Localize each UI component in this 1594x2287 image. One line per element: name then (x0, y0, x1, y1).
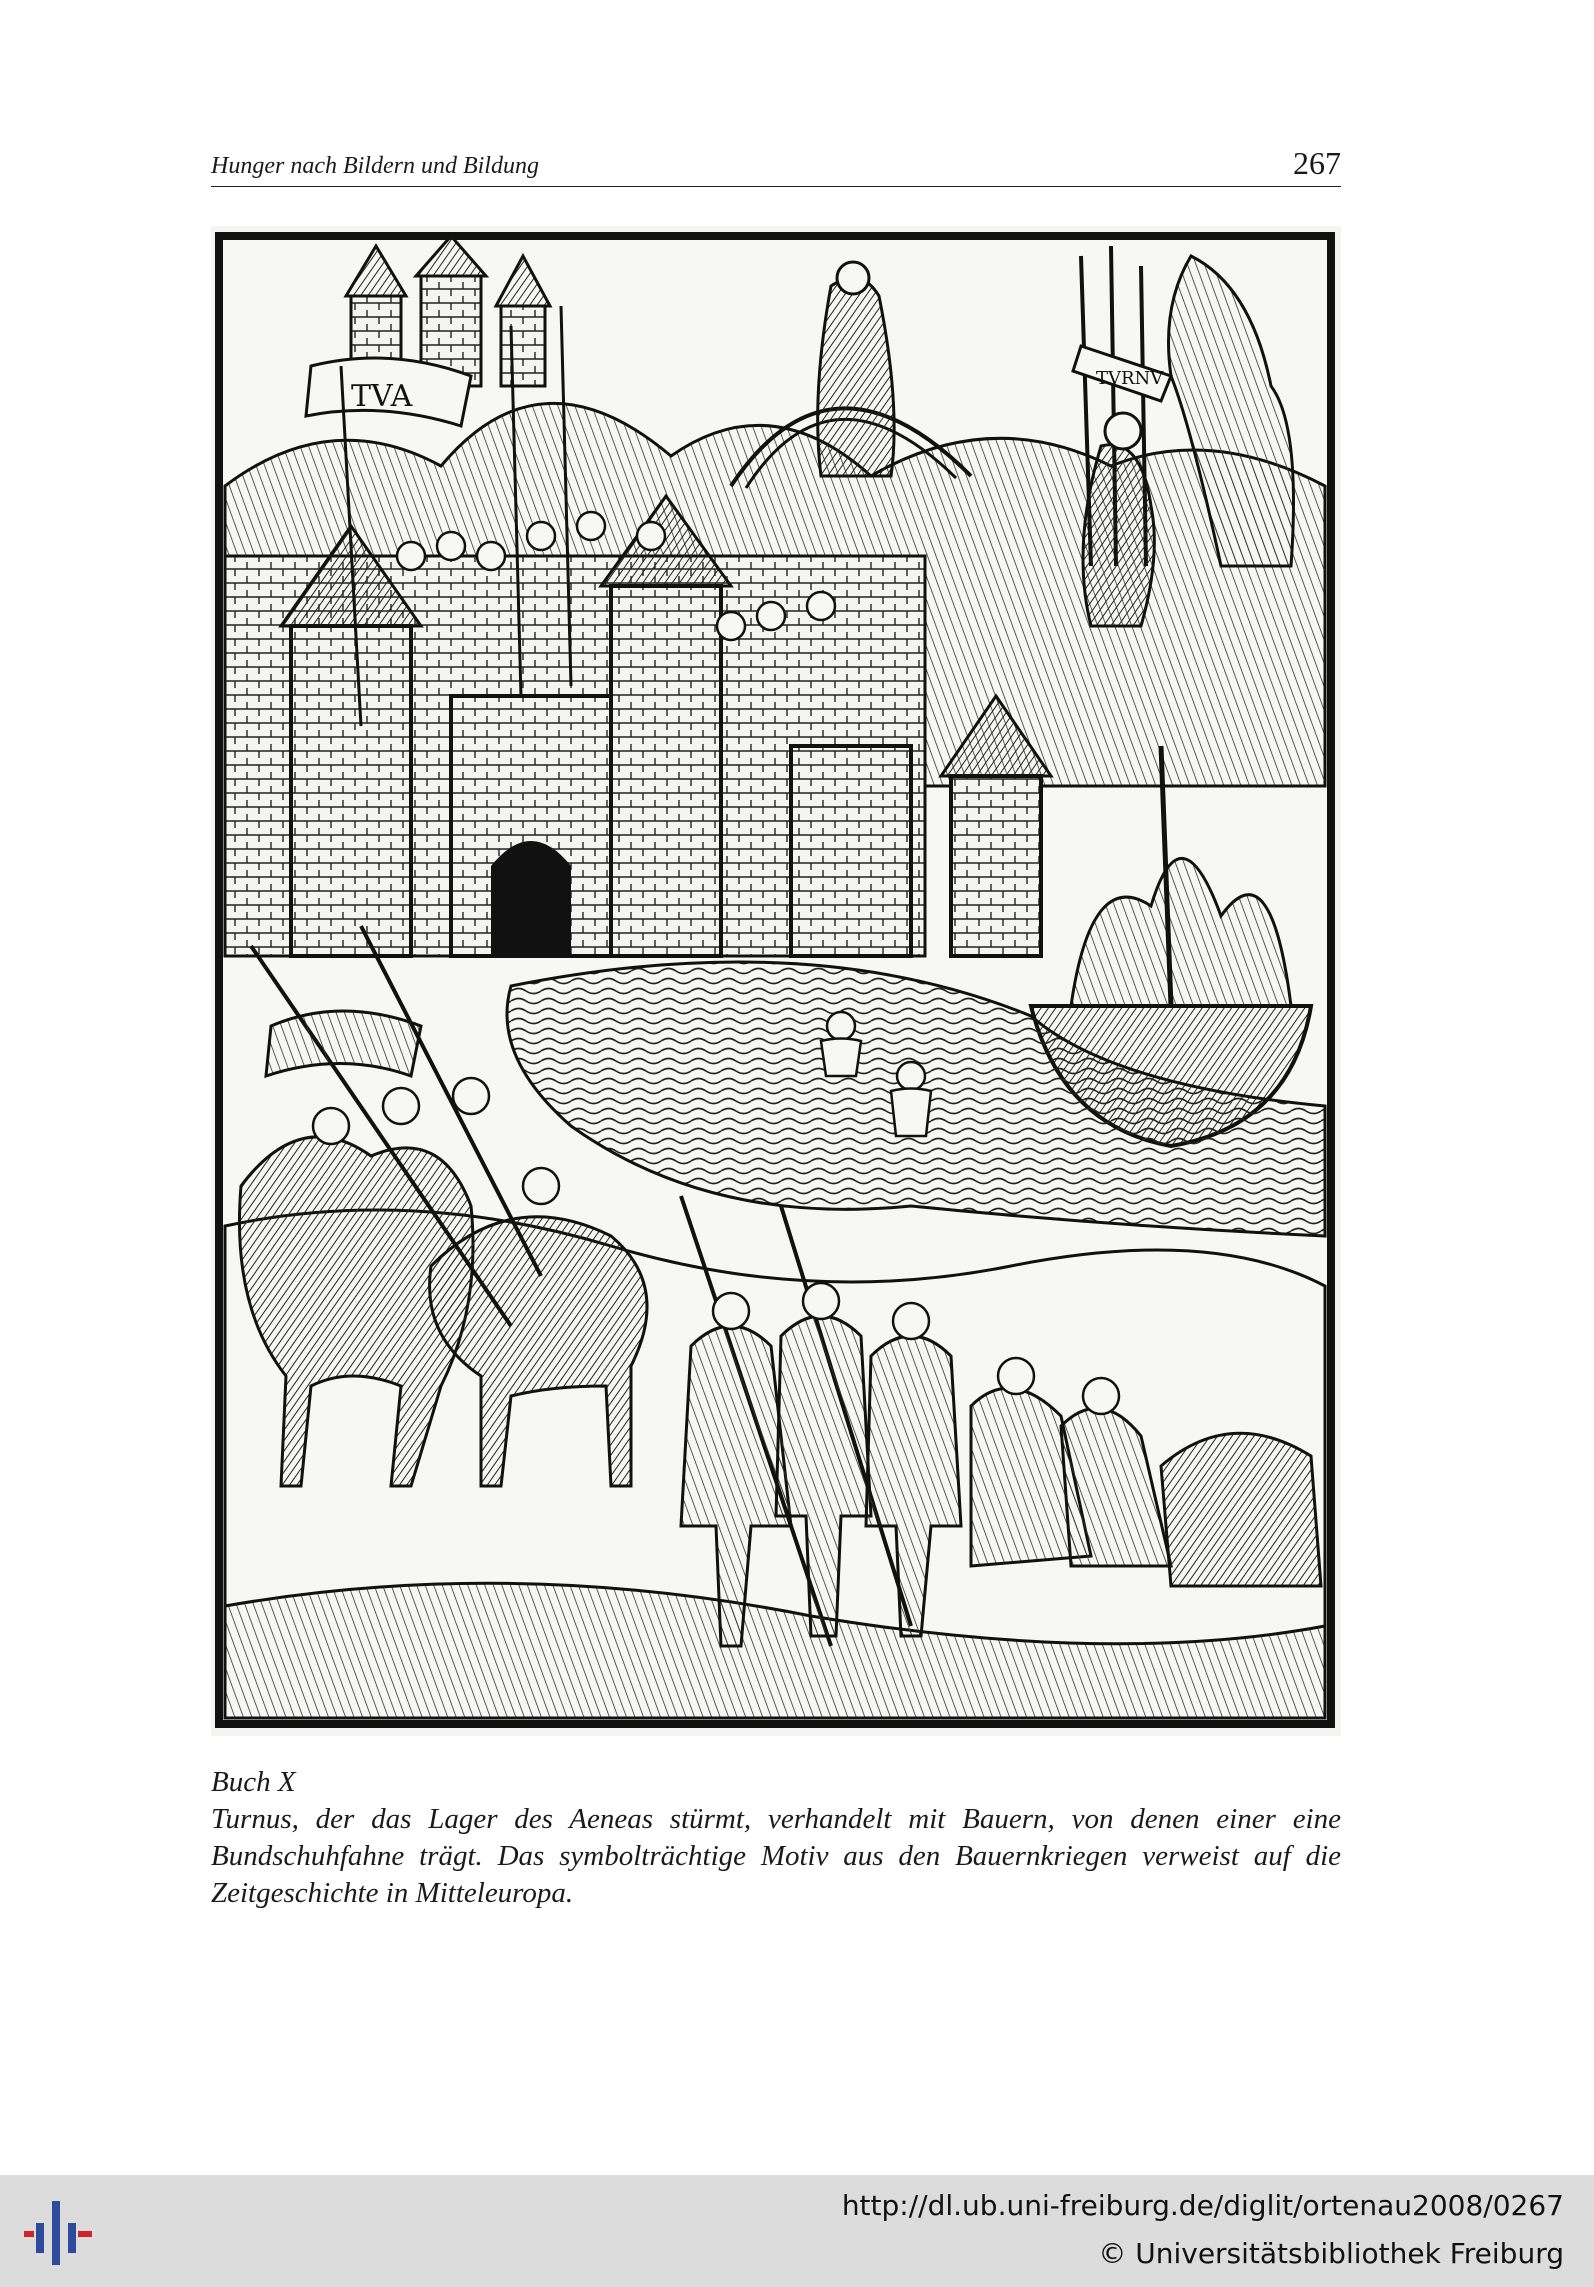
banner-text: TVRNV (1096, 368, 1164, 389)
caption-title: Buch X (211, 1766, 296, 1798)
footer-bar (0, 2175, 1594, 2287)
flag-text: TVA (351, 379, 413, 414)
woodcut-illustration (211, 226, 1341, 1736)
running-header (211, 138, 1341, 187)
footer-url-link[interactable]: http://dl.ub.uni-freiburg.de/diglit/ortenau2008/0267 (841, 2189, 1564, 2222)
caption-text: Turnus, der das Lager des Aeneas stürmt, verhandelt mit Bauern, von denen einer eine Bundschuhfahne trägt. Das symbolträchtige Motiv aus den Bauernkriegen verweist auf die Zeitgeschichte in Mitteleuropa. (211, 1803, 1341, 1909)
ub-freiburg-logo-icon (22, 2193, 102, 2273)
woodcut-illustration-icon (211, 226, 1341, 1736)
running-title: Hunger nach Bildern und Bildung (211, 153, 539, 179)
footer-copyright: © Universitätsbibliothek Freiburg (1098, 2237, 1564, 2270)
figure-caption (211, 1764, 1341, 1912)
page-number: 267 (1293, 145, 1341, 181)
